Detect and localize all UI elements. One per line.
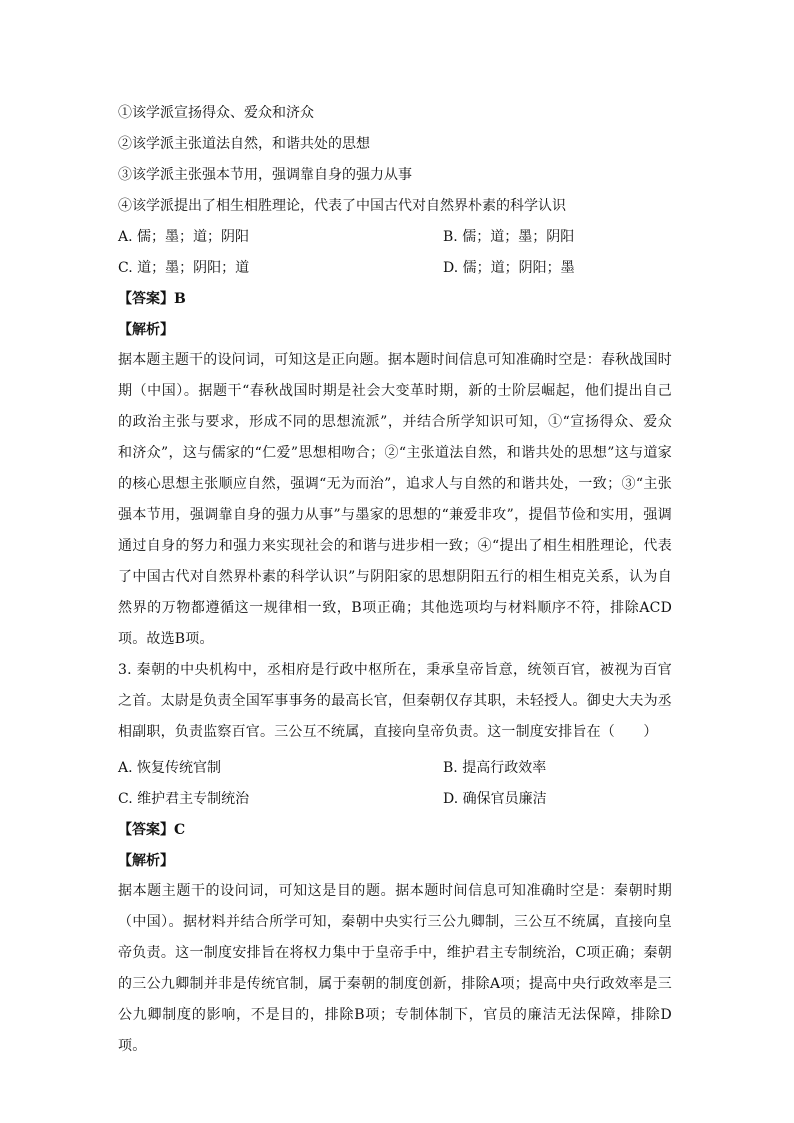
- q2-option-d: D. 儒；道；阴阳；墨: [443, 260, 575, 276]
- q3-stem: 3. 秦朝的中央机构中，丞相府是行政中枢所在，秉承皇帝旨意，统领百官，被视为百官之首。太尉是负责全国军事事务的最高长官，但秦朝仅存其职，未轻授人。御史大夫为丞相副职，负责监察百官。三公互不统属，直接向皇帝负责。这一制度安排旨在（ ）: [118, 662, 672, 740]
- statement-4: ④该学派提出了相生相胜理论，代表了中国古代对自然界朴素的科学认识: [118, 198, 566, 214]
- q3-analysis-text: 据本题主题干的设问词，可知这是目的题。据本题时间信息可知准确时空是：秦朝时期（中国）。据材料并结合所学可知，秦朝中央实行三公九卿制，三公互不统属，直接向皇帝负责。这一制度安排旨在将权力集中于皇帝手中，维护君主专制统治，C项正确；秦朝的三公九卿制并非是传统官制，属于秦朝的制度创新，排除A项；提高中央行政效率是三公九卿制度的影响，不是目的，排除B项；专制体制下，官员的廉洁无法保障，排除D项。: [118, 883, 672, 1054]
- statement-2: ②该学派主张道法自然，和谐共处的思想: [118, 136, 370, 152]
- q3-option-b: B. 提高行政效率: [443, 760, 547, 776]
- q2-option-c: C. 道；墨；阴阳；道: [118, 260, 250, 276]
- q3-option-c: C. 维护君主专制统治: [118, 791, 250, 807]
- statement-1: ①该学派宣扬得众、爱众和济众: [118, 105, 314, 121]
- statement-3: ③该学派主张强本节用，强调靠自身的强力从事: [118, 167, 412, 183]
- q2-option-a: A. 儒；墨；道；阴阳: [118, 229, 250, 245]
- q2-option-b: B. 儒；道；墨；阴阳: [443, 229, 575, 245]
- q2-analysis-text: 据本题主题干的设问词，可知这是正向题。据本题时间信息可知准确时空是：春秋战国时期（中国）。据题干“春秋战国时期是社会大变革时期，新的士阶层崛起，他们提出自己的政治主张与要求，形成不同的思想流派”，并结合所学知识可知，①“宣扬得众、爱众和济众”，这与儒家的“仁爱”思想相吻合；②“主张道法自然，和谐共处的思想”这与道家的核心思想主张顺应自然，强调“无为而治”，追求人与自然的和谐共处，一致；③“主张强本节用，强调靠自身的强力从事”与墨家的思想的“兼爱非攻”，提倡节俭和实用，强调通过自身的努力和强力来实现社会的和谐与进步相一致；④“提出了相生相胜理论，代表了中国古代对自然界朴素的科学认识”与阴阳家的思想阴阳五行的相生相克关系，认为自然界的万物都遵循这一规律相一致，B项正确；其他选项均与材料顺序不符，排除ACD项。故选B项。: [118, 352, 672, 647]
- q2-analysis-label: 【解析】: [118, 322, 174, 338]
- q3-answer: 【答案】C: [118, 822, 186, 838]
- q3-option-d: D. 确保官员廉洁: [443, 791, 547, 807]
- q3-analysis-label: 【解析】: [118, 853, 174, 869]
- q2-answer: 【答案】B: [118, 291, 186, 307]
- q3-option-a: A. 恢复传统官制: [118, 760, 222, 776]
